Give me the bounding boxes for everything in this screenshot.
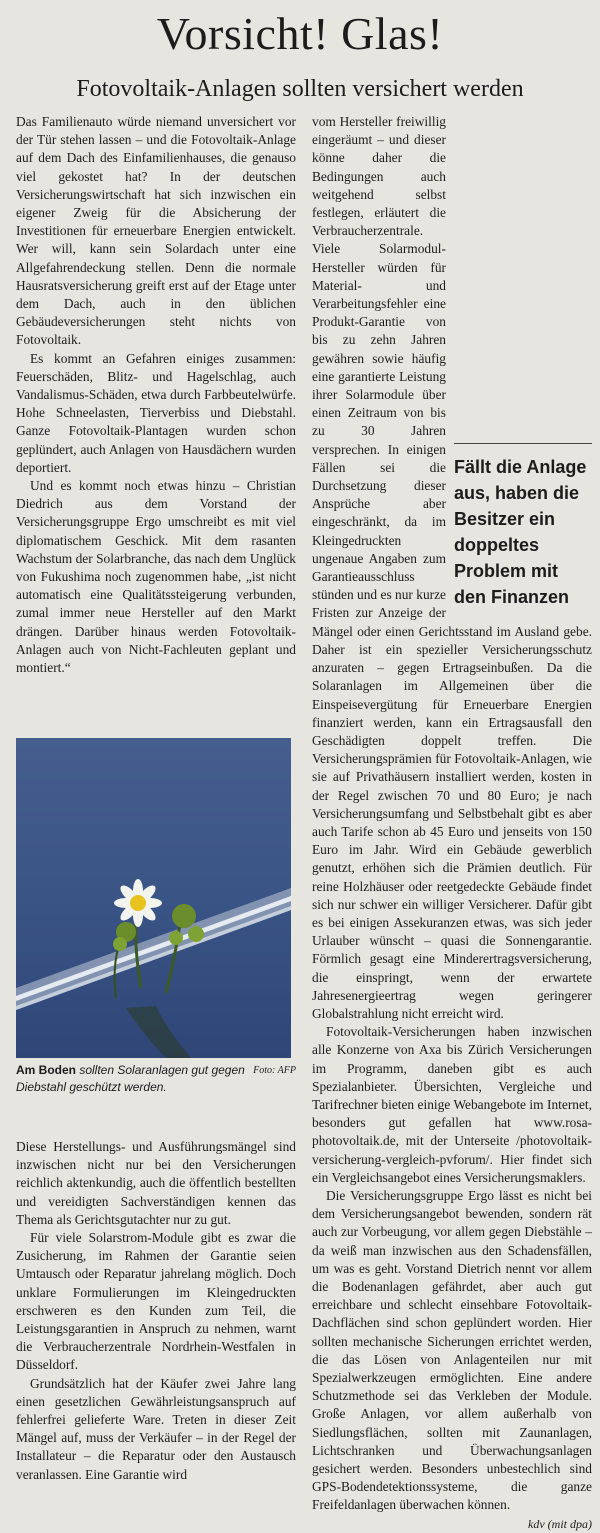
paragraph: Das Familienauto würde niemand unversichert vor der Tür stehen lassen – und die Fotovoltaik-Anlage auf dem Dach des Einfamilienhauses, die genauso viel gekostet hat? In der deutschen Versicherungswirtschaft hat sich inzwischen ein eigener Zweig für die Absicherung der Investitionen für erneuerbare Energien entwickelt. Wer will, kann sein Solardach unter eine Allgefahrendeckung stellen. Denn die normale Hausratsversicherung greift erst auf der Etage unter dem Dach, auch in den üblichen Gebäudeversicherungen steht nichts von Fotovoltaik. (16, 114, 296, 348)
daisy-illustration (16, 738, 291, 1058)
paragraph: Es kommt an Gefahren einiges zusammen: Feuerschäden, Blitz- und Hagelschlag, auch Vandalismus-Schäden, etwa durch Farbbeutelwürfe. Hohe Schneelasten, Tierverbiss und Diebstahl. Ganze Fotovoltaik-Plantagen wurden schon geplündert, auch Anlagen von Hausdächern wurden deportiert. (16, 350, 296, 475)
paragraph: vom Hersteller freiwillig eingeräumt – und dieser könne daher die Bedingungen auch weitgehend selbst festlegen, erläutert die Verbraucherzentrale. Viele Solarmodul-Hersteller würden für Material- und Verarbeitungsfehler eine Produkt-Garantie von bis zu zehn Jahren gewähren sowie häufig eine garantierte Leistung ihrer Solarmodule über einen Zeitraum von bis zu 30 Jahren versprechen. In einigen Fällen sei die Durchsetzung dieser Ansprüche aber eingeschränkt, da im Kleingedruckten ungenaue Angaben zum Garantieausschluss stünden und es nur kurze Fristen zur Anzeige der Mängel oder einen Gerichtsstand im Ausland gebe. Daher ist ein spezieller Versicherungsschutz anzuraten – gegen Ertragseinbußen. Da die Solaranlagen im Allgemeinen über die Einspeisevergütung für Erneuerbare Energien finanziert werden, kann ein Ertragsausfall den Geschädigten doppelt treffen. Die Versicherungsprämien für Fotovoltaik-Anlagen, wie sie auf Privathäusern installiert werden, kosten in der Regel zwischen 70 und 80 Euro; je nach Versicherungsumfang und Selbstbehalt gibt es aber auch Tarife schon ab 45 Euro und jenseits von 150 Euro im Jahr. Wird ein Gebäude gewerblich genutzt, erhöhen sich die Prämien deutlich. Für reine Holzhäuser oder reetgedeckte Gebäude findet sich nur schwer ein williger Versicherer. Dafür gibt es bei einigen Assekuranzen etwas, was sich jeder Urlauber wünscht – quasi die Sonnengarantie. Förmlich gesagt eine Minderertragsversicherung, die einspringt, wenn der erwartete Jahresenergieertrag wegen geringerer Globalstrahlung nicht erreicht wird. (312, 114, 592, 1021)
paragraph: Die Versicherungsgruppe Ergo lässt es nicht bei dem Versicherungsangebot bewenden, sondern rät auch zur Vorbeugung, vor allem gegen Diebstähle – da weiß man inzwischen aus den Schadensfällen, um was es geht. Vorstand Dietrich nennt vor allem die Bodenanlagen gefährdet, aber auch gut erreichbare und schlecht einsehbare Fotovoltaik-Dachflächen sind schon geplündert worden. Hier sollten mechanische Sicherungen errichtet werden, die das Lösen von Anlagenteilen nur mit Spezialwerkzeugen ermöglichten. Eine andere Schutzmethode sei das Verkleben der Module. Große Anlagen, vor allem außerhalb von Siedlungsflächen, sollten mit Zaunanlagen, Lichtschranken und Überwachungsanlagen gesichert werden. Besonders unbestechlich sind GPS-Bodendetektionssysteme, die ganze Freifeldanlagen überwachen können. (312, 1187, 592, 1513)
subheadline: Fotovoltaik-Anlagen sollten versichert werden (76, 76, 524, 102)
caption-lead: Am Boden (16, 1063, 76, 1077)
article-column-2 (312, 113, 592, 1531)
paragraph: Diese Herstellungs- und Ausführungsmängel sind inzwischen nicht nur bei den Versicherungen reichlich aktenkundig, auch die öffentlich bestellten und vereidigten Sachverständigen kennen das Thema als Gerichtsgutachter nur zu gut. (16, 1139, 296, 1227)
author-signature: kdv (mit dpa) (528, 1516, 592, 1531)
paragraph: Für viele Solarstrom-Module gibt es zwar die Zusicherung, im Rahmen der Garantie seien Umtausch oder Reparatur jahrelang möglich. Doch unklare Formulierungen im Kleingedruckten erschweren es den Kunden zum Teil, die Leistungsgarantien in Anspruch zu nehmen, warnt die Verbraucherzentrale Nordrhein-Westfalen in Düsseldorf. (16, 1230, 296, 1373)
photo-credit: Foto: AFP (253, 1065, 296, 1076)
pull-quote: Fällt die Anlage aus, haben die Besitzer ein doppeltes Problem mit den Finanzen (454, 443, 592, 610)
caption-text: sollten Solaranlagen gut gegen Diebstahl geschützt werden. (16, 1063, 245, 1094)
article-column-3 (16, 1138, 296, 1520)
article-column-1 (16, 113, 296, 713)
headline: Vorsicht! Glas! (156, 8, 444, 59)
paragraph: Grundsätzlich hat der Käufer zwei Jahre lang einen gesetzlichen Gewährleistungsanspruch auf fehlerfrei gelieferte Ware. Treten in dieser Zeit Mängel auf, muss der Verkäufer – in der Regel der Installateur – die Reparatur oder den Austausch veranlassen. Eine Garantie wird (16, 1375, 296, 1482)
photo-caption (16, 1062, 296, 1096)
paragraph: Fotovoltaik-Versicherungen haben inzwischen alle Konzerne von Axa bis Zürich Versicherungen im Programm, daneben gibt es auch Spezialanbieter. Übersichten, Vergleiche und Tarifrechner bieten einige Webangebote im Internet, besonders gut gefallen hat www.rosa-photovoltaik.de, mit der Unterseite /photovoltaik-versicherung-vergleich-pvforum/. Hier findet sich ein Vergleichsangebot eines Versicherungsmaklers. (312, 1024, 592, 1185)
paragraph: Und es kommt noch etwas hinzu – Christian Diedrich aus dem Vorstand der Versicherungsgruppe Ergo umschreibt es mit viel diplomatischem Geschick. Mit dem rasanten Wachstum der Solarbranche, das nach dem Unglück von Fukushima noch zugenommen habe, „ist nicht automatisch eine Qualitätssteigerung verbunden, zumal immer neue Hersteller auf den Markt drängen. Darüber hinaus werden Fotovoltaik-Anlagen auch von Nicht-Fachleuten geplant und montiert.“ (16, 478, 296, 676)
daisy-photo (16, 738, 291, 1058)
